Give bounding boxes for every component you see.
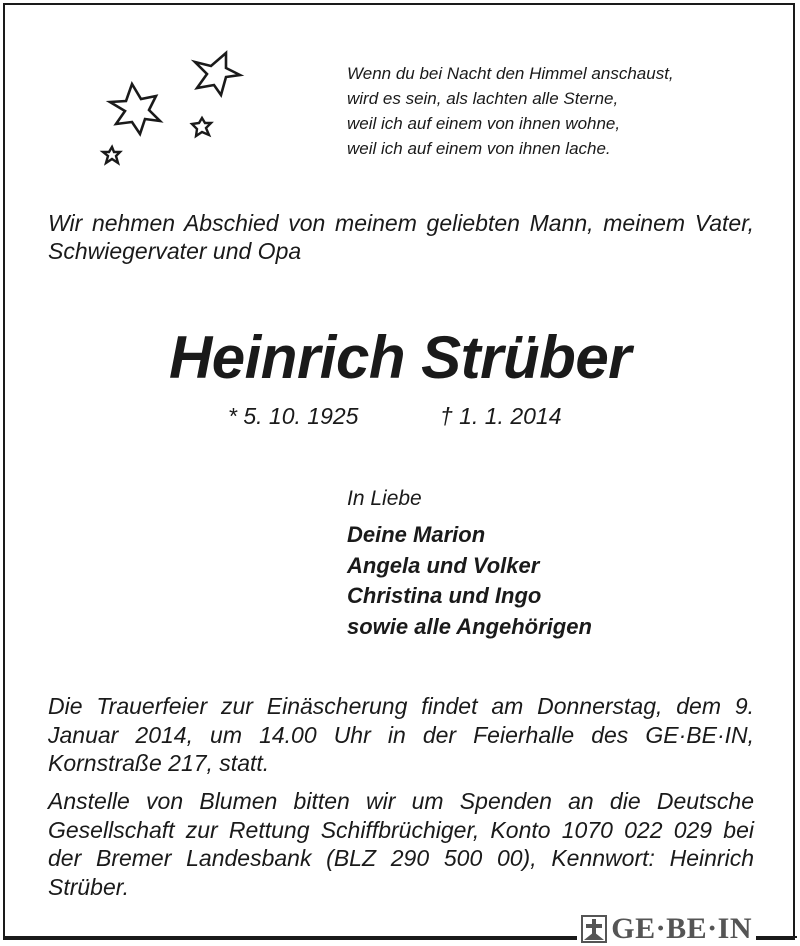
brand-logo — [577, 914, 756, 944]
tiny-star-icon — [103, 147, 120, 163]
large-star-icon — [110, 84, 160, 134]
poem-quote — [347, 61, 674, 161]
ceremony-notice: Die Trauerfeier zur Einäscherung findet am Donnerstag, dem 9. Januar 2014, um 14.00 Uhr in der Feierhalle des GE·BE·IN, Kornstraße 217, statt. — [48, 693, 754, 776]
family-member: Christina und Ingo — [347, 583, 542, 608]
brand-name: GE·BE·IN — [611, 912, 752, 945]
poem-line: Wenn du bei Nacht den Himmel anschaust, — [347, 64, 674, 83]
signoff-text: In Liebe — [347, 487, 422, 510]
farewell-intro: Wir nehmen Abschied von meinem geliebten Mann, meinem Vater, Schwiegervater und Opa — [48, 210, 754, 264]
family-member: Angela und Volker — [347, 552, 540, 578]
funeral-home-logo-icon — [581, 915, 607, 943]
death-date: † 1. 1. 2014 — [440, 403, 562, 429]
upper-star-icon — [195, 53, 240, 95]
birth-date: * 5. 10. 1925 — [228, 403, 359, 429]
poem-line: wird es sein, als lachten alle Sterne, — [347, 89, 619, 108]
family-list — [347, 520, 592, 642]
family-member: Deine Marion — [347, 522, 486, 547]
small-star-icon — [192, 118, 211, 136]
deceased-name: Heinrich Strüber — [168, 324, 632, 391]
donation-notice: Anstelle von Blumen bitten wir um Spenden an die Deutsche Gesellschaft zur Rettung Schiffbrüchiger, Konto 1070 022 029 bei der Bremer Landesbank (BLZ 290 500 00), Kennwort: Heinrich Strüber. — [48, 788, 754, 900]
poem-line: weil ich auf einem von ihnen wohne, — [347, 114, 621, 133]
family-member: sowie alle Angehörigen — [347, 613, 592, 639]
stars-icon — [92, 46, 252, 178]
poem-line: weil ich auf einem von ihnen lache. — [347, 139, 611, 158]
